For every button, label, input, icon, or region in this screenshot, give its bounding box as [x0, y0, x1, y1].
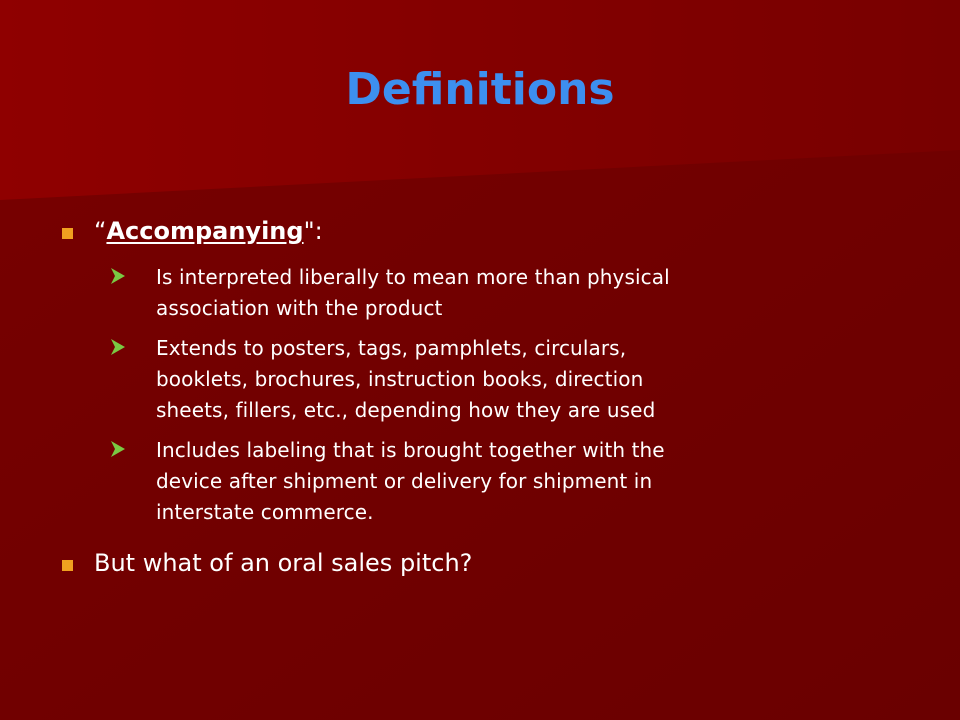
bullet-accompanying: [58, 214, 918, 248]
close-quote: ":: [303, 217, 323, 245]
slide-title: Definitions: [345, 64, 615, 115]
bullet-list: [58, 214, 918, 580]
sub-bullet-line: Is interpreted liberally to mean more than physical: [156, 265, 670, 289]
sub-bullet-line: device after shipment or delivery for shipment in: [156, 469, 653, 493]
term-accompanying: Accompanying: [106, 217, 304, 245]
arrow-bullet-icon: [110, 439, 126, 459]
sub-bullet-interpreted: [58, 262, 918, 324]
bullet-text: But what of an oral sales pitch?: [94, 549, 473, 577]
sub-bullet-list: [58, 262, 918, 528]
sub-bullet-extends: [58, 333, 918, 426]
arrow-bullet-icon: [110, 337, 126, 357]
arrow-bullet-icon: [110, 266, 126, 286]
open-quote: “: [94, 217, 107, 245]
square-bullet-icon: [62, 560, 73, 571]
sub-bullet-line: Extends to posters, tags, pamphlets, circulars,: [156, 336, 627, 360]
sub-bullet-line: Includes labeling that is brought together with the: [156, 438, 665, 462]
sub-bullet-line: interstate commerce.: [156, 500, 374, 524]
sub-bullet-line: sheets, fillers, etc., depending how they are used: [156, 398, 656, 422]
sub-bullet-includes: [58, 435, 918, 528]
sub-bullet-line: association with the product: [156, 296, 443, 320]
sub-bullet-line: booklets, brochures, instruction books, direction: [156, 367, 644, 391]
bullet-oral-sales-pitch: [58, 546, 918, 580]
square-bullet-icon: [62, 228, 73, 239]
